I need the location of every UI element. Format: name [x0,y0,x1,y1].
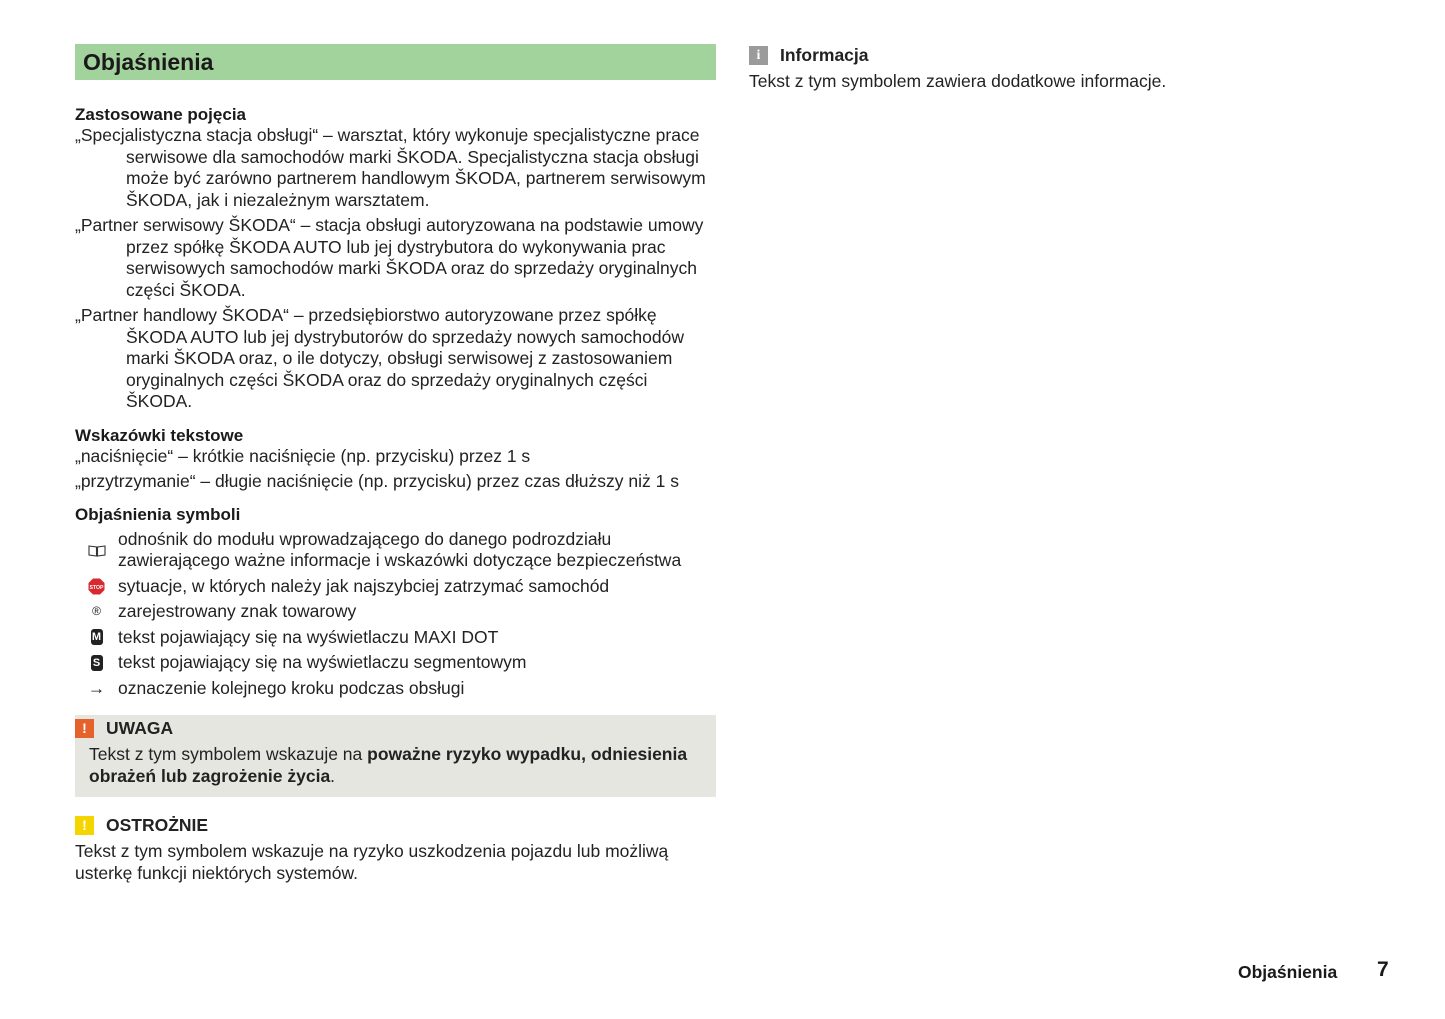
caution-box [75,814,716,884]
caution-title: OSTROŻNIE [106,814,209,835]
arrow-right-icon: → [87,677,106,698]
svg-text:STOP: STOP [89,584,104,591]
info-header [749,44,1369,66]
text-hints-heading: Wskazówki tekstowe [75,425,244,445]
symbol-row [75,678,716,700]
terms-heading: Zastosowane pojęcia [75,105,246,124]
term-definition: „Partner handlowy ŠKODA“ – przedsiębiorstwo autoryzowane przez spółkę ŠKODA AUTO lub jej dystrybutorów do sprzedaży nowych samochodów marki ŠKODA oraz, o ile dotyczy, obsługi serwisowej z zastosowaniem oryginalnych części ŠKODA oraz do sprzedaży oryginalnych części ŠKODA. [75,305,684,411]
info-text: Tekst z tym symbolem zawiera dodatkowe informacje. [749,71,1167,91]
warning-title: UWAGA [106,717,174,738]
warning-text: Tekst z tym symbolem wskazuje na poważne ryzyko wypadku, odniesienia obrażeń lub zagrożenie życia. [89,744,688,786]
warning-icon: ! [75,719,94,738]
left-column [75,44,716,884]
text-hints-section [75,425,716,493]
stop-icon [75,576,118,598]
symbol-description: sytuacje, w których należy jak najszybciej zatrzymać samochód [118,575,610,596]
symbol-row [75,601,716,623]
symbol-description: oznaczenie kolejnego kroku podczas obsługi [118,677,465,698]
registered-icon: ® [92,604,101,618]
symbol-row [75,576,716,598]
terms-section [75,104,716,413]
footer-section-name: Objaśnienia [1238,962,1338,982]
term-definition: „Specjalistyczna stacja obsługi“ – warsztat, który wykonuje specjalistyczne prace serwisowe dla samochodów marki ŠKODA. Specjalistyczna stacja obsługi może być zarówno partnerem handlowym ŠKODA, partnerem serwisowym ŠKODA, jak i niezależnym warsztatem. [75,125,706,210]
warning-header [75,717,702,739]
info-title: Informacja [780,44,869,65]
info-icon: i [749,46,768,65]
symbol-description: tekst pojawiający się na wyświetlaczu segmentowym [118,652,527,672]
text-hint-item: „przytrzymanie“ – długie naciśnięcie (np. przycisku) przez czas dłuższy niż 1 s [75,471,679,491]
book-icon [75,529,118,572]
term-definition: „Partner serwisowy ŠKODA“ – stacja obsługi autoryzowana na podstawie umowy przez spółkę ŠKODA AUTO lub jej dystrybutora do wykonywania prac serwisowych samochodów marki ŠKODA oraz do sprzedaży oryginalnych części ŠKODA. [75,215,704,300]
text-hint-item: „naciśnięcie“ – krótkie naciśnięcie (np. przycisku) przez 1 s [75,445,531,466]
caution-text: Tekst z tym symbolem wskazuje na ryzyko uszkodzenia pojazdu lub możliwą usterkę funkcji niektórych systemów. [75,841,669,883]
symbol-description: odnośnik do modułu wprowadzającego do danego podrozdziału zawierającego ważne informacje i wskazówki dotyczące bezpieczeństwa [118,528,682,570]
symbol-row [75,627,716,649]
symbol-description: zarejestrowany znak towarowy [118,601,357,621]
symbol-description: tekst pojawiający się na wyświetlaczu MAXI DOT [118,626,499,647]
caution-icon: ! [75,816,94,835]
warning-box [75,715,716,797]
symbols-section [75,504,716,700]
symbol-row [75,652,716,674]
segment-display-icon: S [75,652,118,674]
page-number: 7 [1377,958,1389,981]
maxi-dot-icon: M [91,631,102,644]
right-column [749,44,1369,93]
symbols-heading: Objaśnienia symboli [75,504,241,524]
caution-header [75,814,716,836]
symbol-row [75,529,716,572]
page-title: Objaśnienia [75,44,716,80]
